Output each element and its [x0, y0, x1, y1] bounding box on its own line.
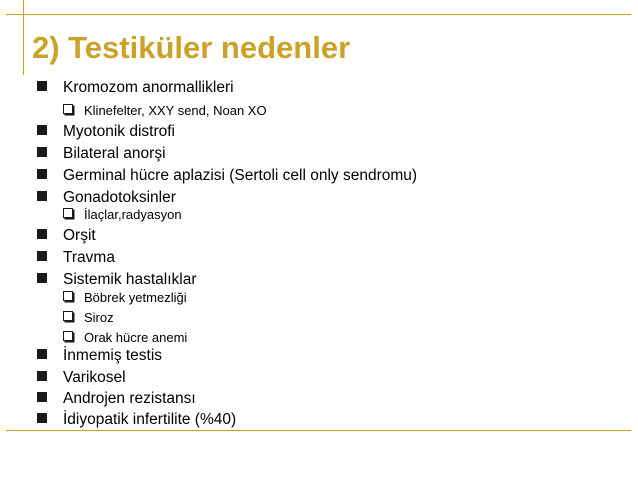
bullet-text: Bilateral anorşi	[63, 145, 166, 162]
sub-bullet-text: Klinefelter, XXY send, Noan XO	[84, 103, 267, 118]
bullet-item	[37, 410, 236, 430]
bullet-item	[37, 144, 166, 164]
bullet-item	[37, 368, 126, 388]
box-bullet-icon	[63, 291, 73, 301]
box-bullet-icon	[63, 311, 73, 321]
square-bullet-icon	[37, 191, 47, 201]
bullet-text: Kromozom anormallikleri	[63, 79, 234, 96]
bullet-text: Sistemik hastalıklar	[63, 271, 197, 288]
bullet-text: Myotonik distrofi	[63, 123, 175, 140]
bullet-item	[37, 270, 197, 290]
sub-bullet-item	[63, 309, 114, 327]
bullet-text: Gonadotoksinler	[63, 189, 176, 206]
bullet-item	[37, 122, 175, 142]
square-bullet-icon	[37, 251, 47, 261]
bullet-item	[37, 248, 115, 268]
bullet-text: Orşit	[63, 227, 96, 244]
slide-title: 2) Testiküler nedenler	[32, 30, 351, 65]
square-bullet-icon	[37, 413, 47, 423]
sub-bullet-item	[63, 206, 182, 224]
square-bullet-icon	[37, 169, 47, 179]
bullet-item	[37, 166, 417, 186]
bullet-text: Varikosel	[63, 369, 126, 386]
square-bullet-icon	[37, 229, 47, 239]
bullet-text: Germinal hücre aplazisi (Sertoli cell only sendromu)	[63, 167, 418, 184]
square-bullet-icon	[37, 125, 47, 135]
bullet-text: Travma	[63, 249, 115, 266]
square-bullet-icon	[37, 273, 47, 283]
sub-bullet-text: Orak hücre anemi	[84, 330, 188, 345]
bullet-item	[37, 226, 96, 246]
bullet-text: İdiyopatik infertilite (%40)	[63, 411, 237, 428]
sub-bullet-item	[63, 102, 267, 120]
bullet-text: İnmemiş testis	[63, 347, 163, 364]
square-bullet-icon	[37, 371, 47, 381]
square-bullet-icon	[37, 81, 47, 91]
sub-bullet-text: İlaçlar,radyasyon	[84, 207, 182, 222]
accent-bottom-line	[6, 430, 631, 431]
sub-bullet-text: Siroz	[84, 310, 114, 325]
square-bullet-icon	[37, 392, 47, 402]
box-bullet-icon	[63, 104, 73, 114]
box-bullet-icon	[63, 331, 73, 341]
bullet-item	[37, 188, 176, 208]
square-bullet-icon	[37, 349, 47, 359]
bullet-item	[37, 78, 234, 98]
accent-top-line	[6, 14, 631, 15]
sub-bullet-text: Böbrek yetmezliği	[84, 290, 187, 305]
bullet-text: Androjen rezistansı	[63, 390, 196, 407]
box-bullet-icon	[63, 208, 73, 218]
sub-bullet-item	[63, 329, 187, 347]
bullet-item	[37, 389, 196, 409]
sub-bullet-item	[63, 289, 187, 307]
bullet-item	[37, 346, 162, 366]
accent-vertical-line	[23, 0, 24, 75]
square-bullet-icon	[37, 147, 47, 157]
